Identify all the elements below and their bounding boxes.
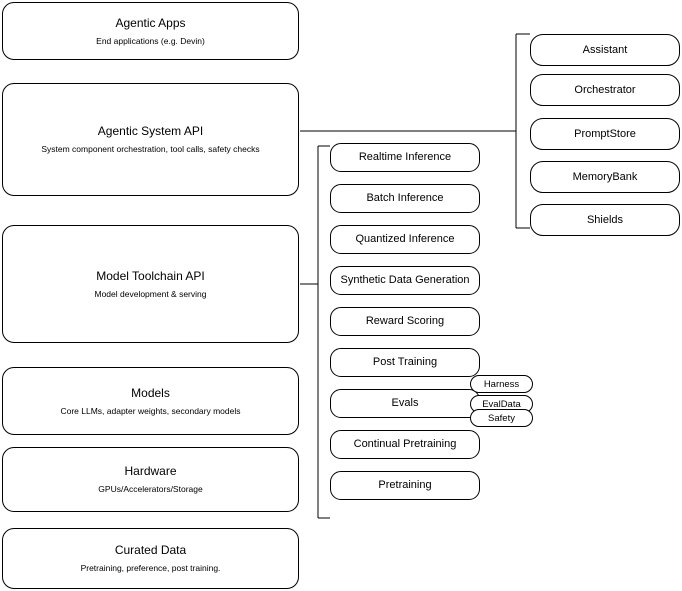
component-label: Reward Scoring (365, 315, 445, 327)
component-label: Continual Pretraining (353, 438, 457, 450)
component-label: Synthetic Data Generation (340, 274, 470, 286)
component-realtime-inference[interactable] (330, 143, 480, 172)
layer-subtitle: Model development & serving (94, 288, 207, 299)
layer-title: Agentic Apps (115, 15, 186, 30)
layer-title: Model Toolchain API (96, 268, 205, 283)
component-label: Evals (391, 397, 419, 409)
layer-agentic-system-api[interactable] (2, 83, 299, 196)
component-continual-pretraining[interactable] (330, 430, 480, 459)
layer-hardware[interactable] (2, 447, 299, 512)
layer-models[interactable] (2, 367, 299, 435)
component-label: MemoryBank (572, 170, 638, 183)
component-label: Pretraining (378, 479, 432, 491)
component-label: Shields (586, 213, 624, 226)
layer-agentic-apps[interactable] (2, 2, 299, 60)
component-evals[interactable] (330, 389, 480, 418)
layer-title: Agentic System API (97, 124, 204, 138)
layer-subtitle: GPUs/Accelerators/Storage (98, 484, 203, 494)
component-orchestrator[interactable] (530, 74, 680, 106)
component-label: Harness (483, 378, 520, 390)
component-label: Batch Inference (366, 192, 444, 204)
component-label: Quantized Inference (355, 233, 455, 245)
component-post-training[interactable] (330, 348, 480, 377)
component-label: Assistant (582, 43, 628, 56)
component-quantized-inference[interactable] (330, 225, 480, 254)
component-harness[interactable] (470, 375, 533, 393)
component-assistant[interactable] (530, 34, 680, 66)
component-shields[interactable] (530, 204, 680, 236)
layer-subtitle: Core LLMs, adapter weights, secondary models (60, 405, 241, 416)
component-batch-inference[interactable] (330, 184, 480, 213)
component-memorybank[interactable] (530, 161, 680, 193)
layer-title: Models (131, 385, 170, 400)
layer-title: Curated Data (114, 543, 187, 557)
component-pretraining[interactable] (330, 471, 480, 500)
component-synthetic-data-generation[interactable] (330, 266, 480, 295)
component-label: Orchestrator (574, 83, 636, 96)
component-reward-scoring[interactable] (330, 307, 480, 336)
layer-model-toolchain-api[interactable] (2, 225, 299, 343)
component-label: EvalData (482, 398, 521, 410)
component-label: Safety (488, 412, 515, 424)
layer-subtitle: Pretraining, preference, post training. (80, 563, 221, 573)
layer-subtitle: End applications (e.g. Devin) (96, 35, 205, 46)
component-safety[interactable] (470, 409, 533, 427)
component-label: Realtime Inference (358, 151, 452, 163)
component-label: PromptStore (574, 127, 636, 140)
layer-curated-data[interactable] (2, 528, 299, 589)
layer-subtitle: System component orchestration, tool calls, safety checks (41, 144, 260, 154)
component-promptstore[interactable] (530, 118, 680, 150)
layer-title: Hardware (124, 464, 177, 478)
component-label: Post Training (372, 356, 438, 368)
